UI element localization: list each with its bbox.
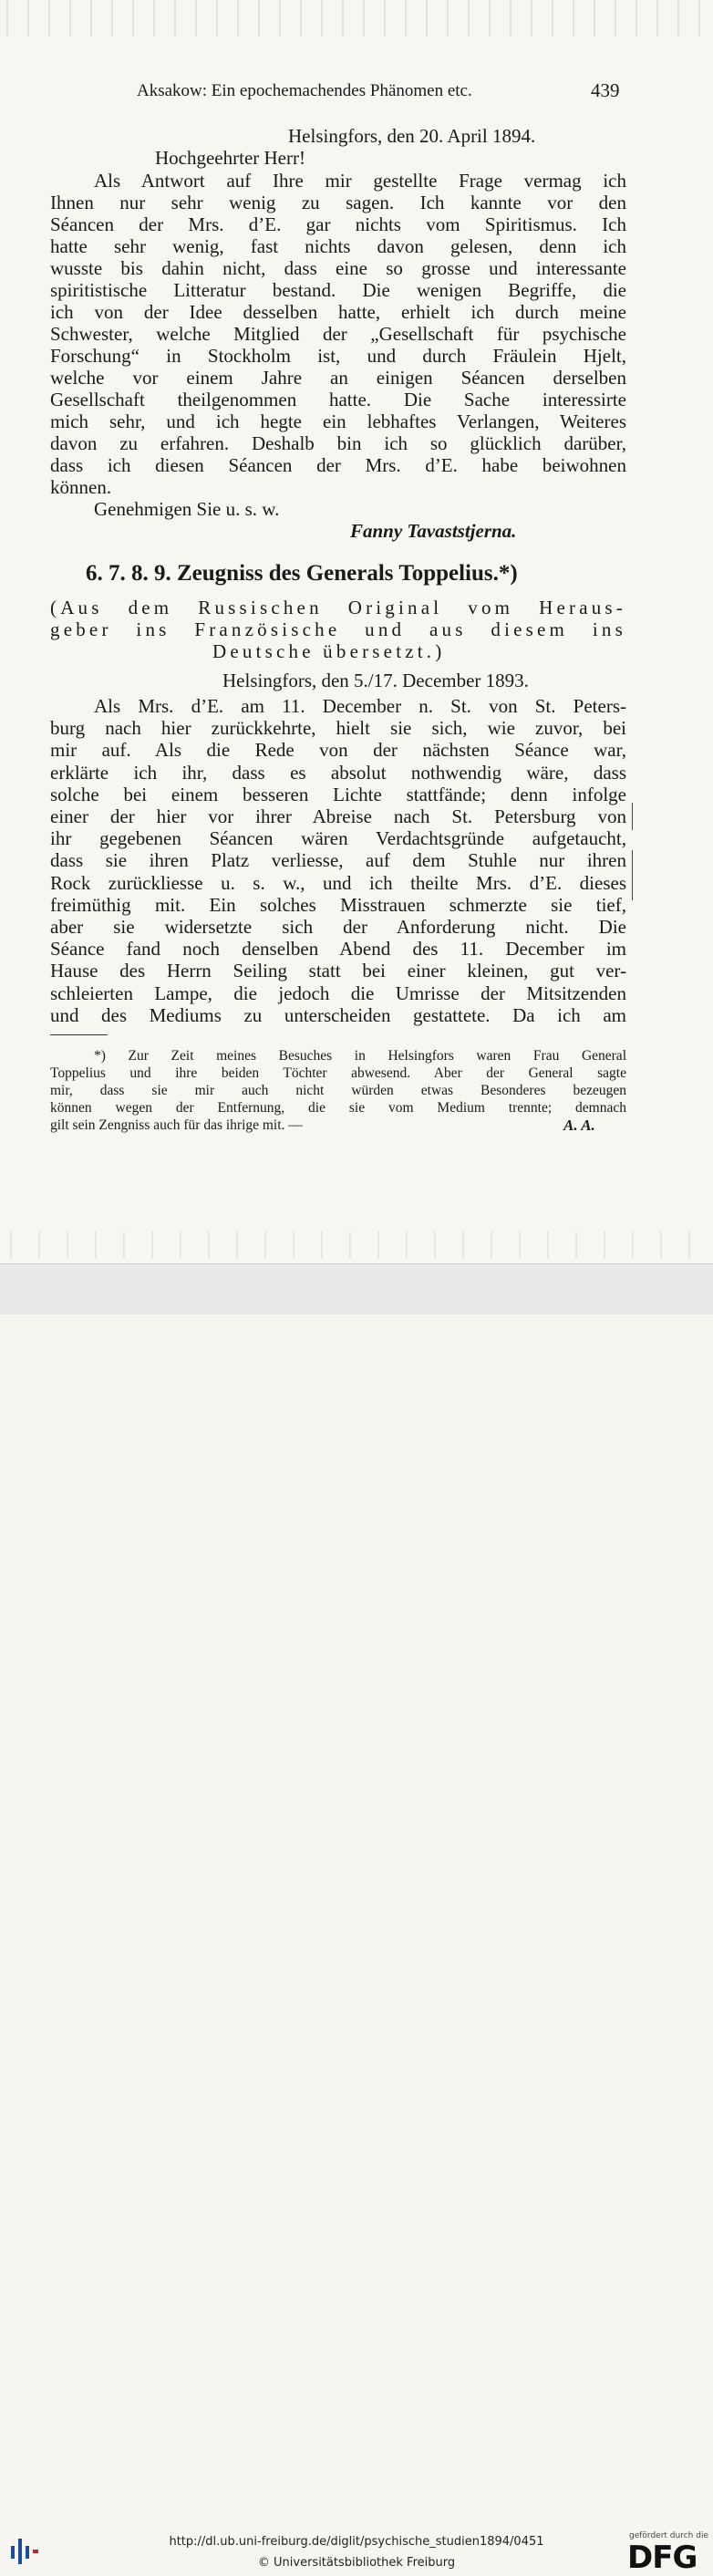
letter1-line: Schwester, welche Mitglied der „Gesellschaft für psychische bbox=[50, 323, 626, 345]
letter1-line: Forschung“ in Stockholm ist, und durch Fräulein Hjelt, bbox=[50, 345, 626, 367]
letter1-line: spiritistische Litteratur bestand. Die wenigen Begriffe, die bbox=[50, 279, 626, 301]
letter1-place-date: Helsingfors, den 20. April 1894. bbox=[288, 125, 536, 147]
letter1-last-line: können. bbox=[50, 476, 112, 498]
section-line: ihr gegebenen Séancen wären Verdachtsgründe aufgetaucht, bbox=[50, 827, 626, 850]
letter1-line: welche vor einem Jahre an einigen Séancen derselben bbox=[50, 367, 626, 389]
letter1-line: wusste bis dahin nicht, dass eine so grosse und interessante bbox=[50, 257, 626, 279]
section-heading: 6. 7. 8. 9. Zeugniss des Generals Toppelius.*) bbox=[86, 561, 518, 586]
footnote-last-line: gilt sein Zengniss auch für das ihrige mit. — bbox=[50, 1117, 303, 1133]
letter1-line: Séancen der Mrs. d’E. gar nichts vom Spiritismus. Ich bbox=[50, 213, 626, 235]
section-line: schleierten Lampe, die jedoch die Umrisse der Mitsitzenden bbox=[50, 982, 626, 1004]
footnote-initials: A. A. bbox=[563, 1117, 595, 1134]
footnote-line: können wegen der Entfernung, die sie vom Medium trennte; demnach bbox=[50, 1100, 626, 1116]
section-subtitle-last: Deutsche übersetzt.) bbox=[212, 640, 446, 662]
footnote-line: *) Zur Zeit meines Besuches in Helsingfors waren Frau General bbox=[94, 1048, 626, 1064]
letter1-signature: Fanny Tavaststjerna. bbox=[350, 520, 517, 542]
section-line: Rock zurückliesse u. s. w., und ich theilte Mrs. d’E. dieses bbox=[50, 871, 626, 894]
funder-note: gefördert durch die bbox=[629, 2531, 708, 2540]
scan-noise-bottom bbox=[0, 1231, 713, 1259]
letter1-closing: Genehmigen Sie u. s. w. bbox=[94, 498, 280, 520]
section-place-date: Helsingfors, den 5./17. December 1893. bbox=[222, 670, 529, 691]
letter1-line: Als Antwort auf Ihre mir gestellte Frage vermag ich bbox=[94, 170, 626, 192]
section-line: Als Mrs. d’E. am 11. December n. St. von St. Peters- bbox=[94, 695, 626, 717]
letter1-line: davon zu erfahren. Deshalb bin ich so glücklich darüber, bbox=[50, 432, 626, 454]
letter1-line: dass ich diesen Séancen der Mrs. d’E. habe beiwohnen bbox=[50, 454, 626, 476]
letter1-line: Gesellschaft theilgenommen hatte. Die Sache interessirte bbox=[50, 389, 626, 410]
footnote-line: Toppelius und ihre beiden Töchter abwesend. Aber der General sagte bbox=[50, 1065, 626, 1081]
section-line: erklärte ich ihr, dass es absolut nothwendig wäre, dass bbox=[50, 761, 626, 784]
section-line: solche bei einem besseren Lichte stattfände; denn infolge bbox=[50, 783, 626, 805]
section-line: burg nach hier zurückkehrte, hielt sie sich, wie zuvor, bei bbox=[50, 717, 626, 740]
section-subtitle-line: (Aus dem Russischen Original vom Heraus- bbox=[50, 597, 626, 618]
letter1-salutation: Hochgeehrter Herr! bbox=[155, 147, 305, 169]
dfg-logo: DFG bbox=[627, 2540, 698, 2576]
footnote-rule bbox=[50, 1034, 108, 1035]
letter1-line: mich sehr, und ich hegte ein lebhaftes Verlangen, Weiteres bbox=[50, 410, 626, 432]
letter1-line: ich von der Idee desselben hatte, erhielt ich durch meine bbox=[50, 301, 626, 323]
scanned-page bbox=[0, 0, 713, 1263]
letter1-line: hatte sehr wenig, fast nichts davon gelesen, denn ich bbox=[50, 235, 626, 257]
viewer-footer bbox=[0, 1263, 713, 2576]
copyright-notice: © Universitätsbibliothek Freiburg bbox=[257, 2556, 456, 2570]
section-line: Hause des Herrn Seiling statt bei einer kleinen, gut ver- bbox=[50, 960, 626, 982]
source-url-link[interactable]: http://dl.ub.uni-freiburg.de/diglit/psychische_studien1894/0451 bbox=[169, 2535, 544, 2549]
section-line: einer der hier vor ihrer Abreise nach St. Petersburg von bbox=[50, 805, 626, 827]
section-line: und des Mediums zu unterscheiden gestattete. Da ich am bbox=[50, 1003, 626, 1026]
margin-mark bbox=[632, 850, 633, 900]
section-line: freimüthig mit. Ein solches Misstrauen schmerzte sie tief, bbox=[50, 893, 626, 916]
page-number: 439 bbox=[591, 79, 620, 101]
section-line: aber sie widersetzte sich der Anforderung nicht. Die bbox=[50, 916, 626, 938]
footnote-line: mir, dass sie mir auch nicht würden etwas Besonderes bezeugen bbox=[50, 1083, 626, 1098]
margin-mark bbox=[632, 803, 633, 830]
running-title: Aksakow: Ein epochemachendes Phänomen etc. bbox=[137, 81, 472, 100]
section-subtitle-line: geber ins Französische und aus diesem ins bbox=[50, 618, 626, 640]
section-line: Séance fand noch denselben Abend des 11. December im bbox=[50, 938, 626, 961]
letter1-line: Ihnen nur sehr wenig zu sagen. Ich kannte vor den bbox=[50, 192, 626, 213]
section-line: mir auf. Als die Rede von der nächsten Séance war, bbox=[50, 739, 626, 762]
scan-noise-top bbox=[0, 0, 713, 36]
section-line: dass sie ihren Platz verliesse, auf dem Stuhle nur ihren bbox=[50, 849, 626, 872]
